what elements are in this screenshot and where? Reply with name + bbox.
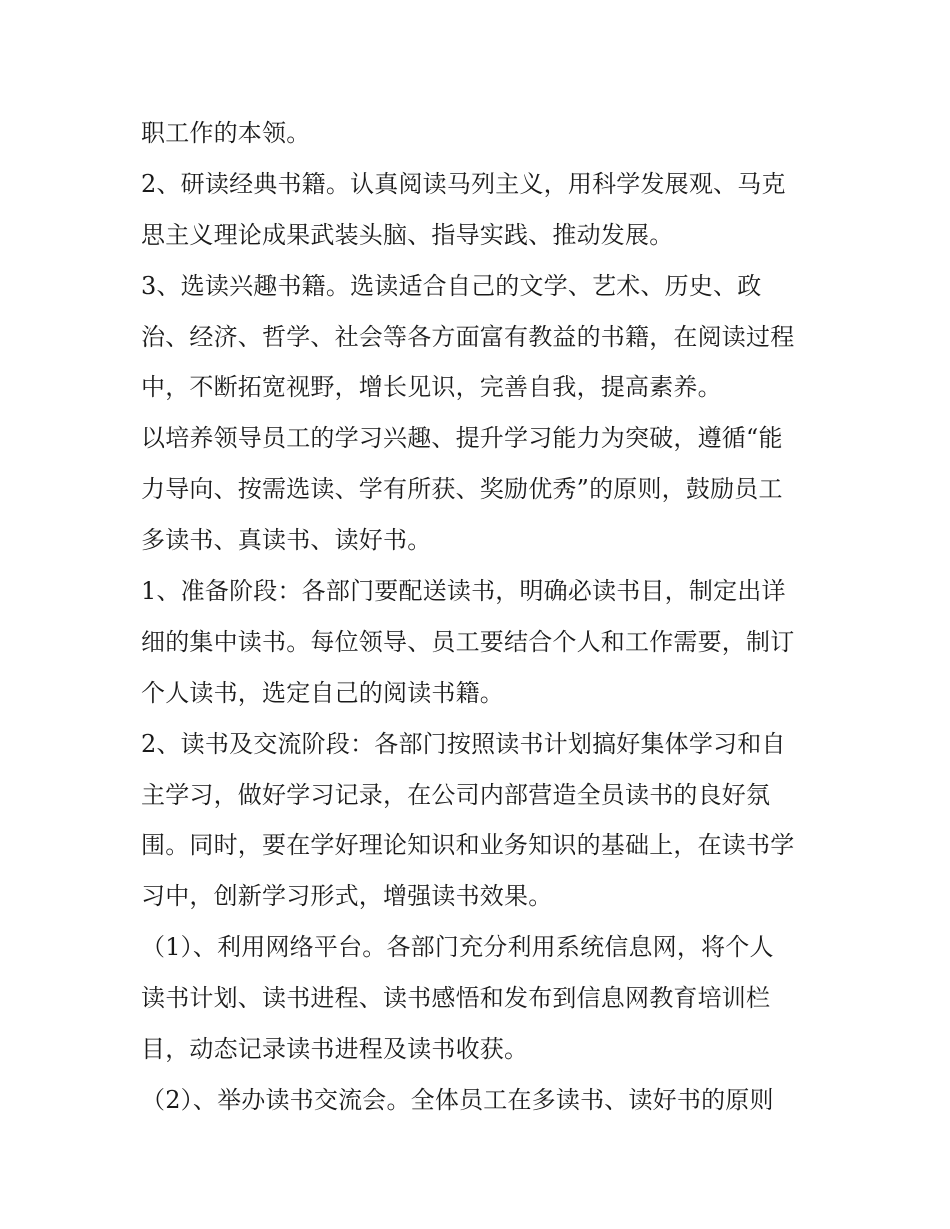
text-line: 个人读书，选定自己的阅读书籍。 bbox=[141, 678, 504, 707]
text-line: 目，动态记录读书进程及读书收获。 bbox=[141, 1035, 529, 1064]
text-line: 读书计划、读书进程、读书感悟和发布到信息网教育培训栏 bbox=[141, 984, 771, 1013]
document-body bbox=[141, 108, 821, 1126]
text-line: 职工作的本领。 bbox=[141, 119, 311, 147]
text-line: 多读书、真读书、读好书。 bbox=[141, 526, 432, 555]
text-line: 中，不断拓宽视野，增长见识，完善自我，提高素养。 bbox=[141, 373, 722, 402]
text-line: 以培养领导员工的学习兴趣、提升学习能力为突破，遵循“能 bbox=[141, 424, 783, 453]
text-line: 细的集中读书。每位领导、员工要结合个人和工作需要，制订 bbox=[141, 627, 795, 656]
text-line: 1、准备阶段：各部门要配送读书，明确必读书目，制定出详 bbox=[141, 577, 786, 606]
text-line: 思主义理论成果武装头脑、指导实践、推动发展。 bbox=[141, 220, 674, 249]
text-line: （1）、利用网络平台。各部门充分利用系统信息网，将个人 bbox=[141, 933, 774, 962]
text-line: 围。同时，要在学好理论知识和业务知识的基础上，在读书学 bbox=[141, 831, 795, 860]
text-line: 2、读书及交流阶段：各部门按照读书计划搞好集体学习和自 bbox=[141, 729, 786, 758]
text-line: 力导向、按需选读、学有所获、奖励优秀”的原则，鼓励员工 bbox=[141, 475, 783, 504]
text-line: 2、研读经典书籍。认真阅读马列主义，用科学发展观、马克 bbox=[141, 169, 786, 198]
text-line: 治、经济、哲学、社会等各方面富有教益的书籍，在阅读过程 bbox=[141, 322, 795, 351]
text-line: （2）、举办读书交流会。全体员工在多读书、读好书的原则 bbox=[141, 1085, 774, 1114]
text-line: 主学习，做好学习记录，在公司内部营造全员读书的良好氛 bbox=[141, 780, 771, 809]
text-line: 3、选读兴趣书籍。选读适合自己的文学、艺术、历史、政 bbox=[141, 271, 762, 300]
text-line: 习中，创新学习形式，增强读书效果。 bbox=[141, 882, 553, 911]
